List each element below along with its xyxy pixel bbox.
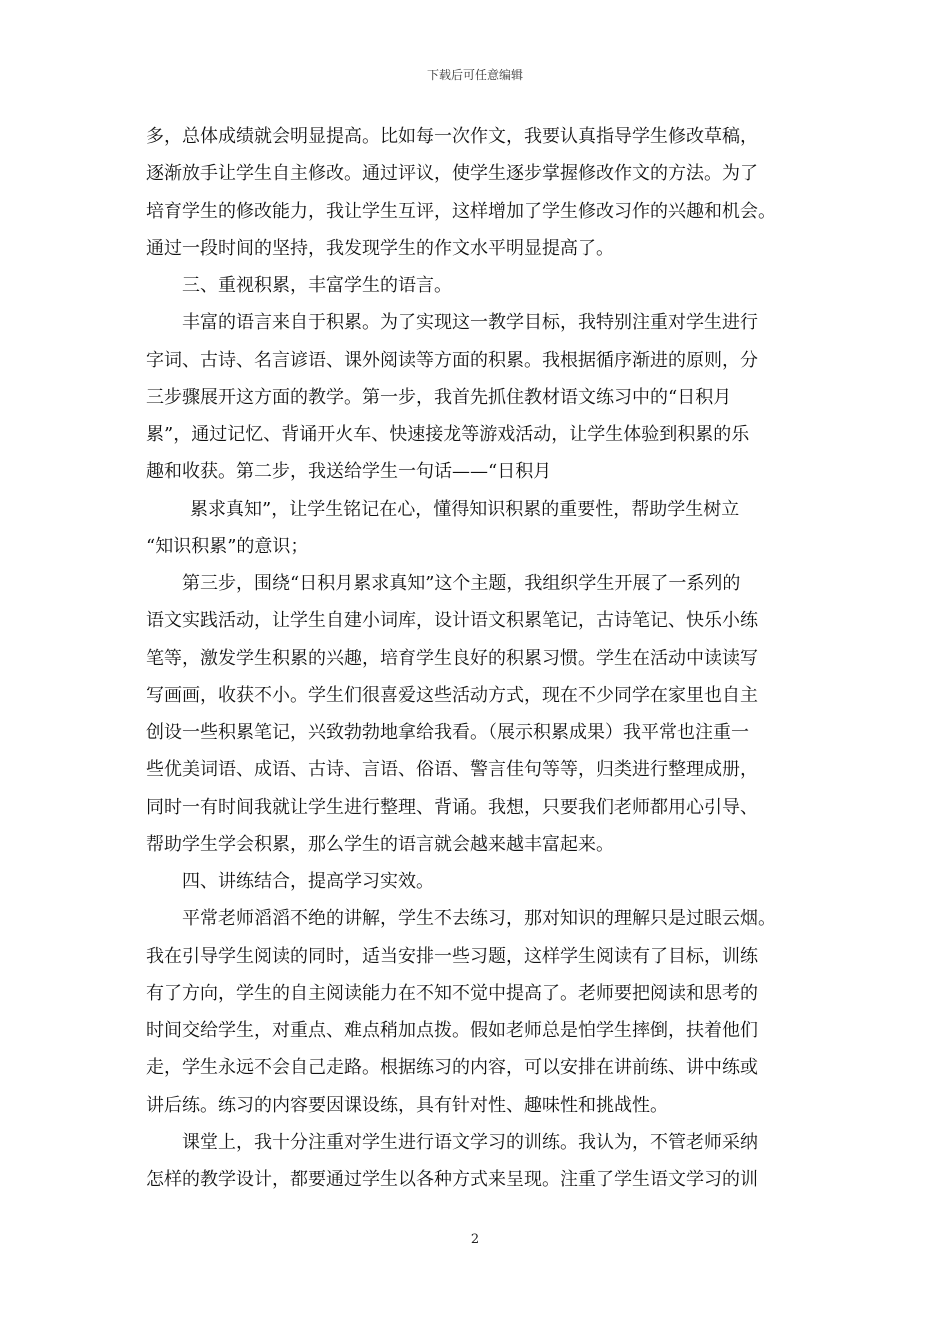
text-line: 累求真知”，让学生铭记在心，懂得知识积累的重要性，帮助学生树立 — [190, 498, 740, 520]
text-line: 怎样的教学设计，都要通过学生以各种方式来呈现。注重了学生语文学习的训 — [146, 1169, 758, 1190]
text-line: 有了方向，学生的自主阅读能力在不知不觉中提高了。老师要把阅读和思考的 — [146, 982, 758, 1004]
text-line: “知识积累”的意识； — [146, 535, 309, 557]
text-line: 第三步，围绕“日积月累求真知”这个主题，我组织学生开展了一系列的 — [182, 573, 741, 594]
text-line: 语文实践活动，让学生自建小词库，设计语文积累笔记，古诗笔记、快乐小练 — [146, 610, 758, 632]
text-line: 笔等，激发学生积累的兴趣，培育学生良好的积累习惯。学生在活动中读读写 — [146, 647, 758, 669]
text-line: 同时一有时间我就让学生进行整理、背诵。我想，只要我们老师都用心引导、 — [146, 796, 758, 818]
text-line: 字词、古诗、名言谚语、课外阅读等方面的积累。我根据循序渐进的原则，分 — [146, 349, 758, 371]
text-line: 三步骤展开这方面的教学。第一步，我首先抓住教材语文练习中的“日积月 — [146, 386, 732, 408]
section-heading: 四、讲练结合，提高学习实效。 — [182, 871, 434, 892]
text-line: 累”，通过记忆、背诵开火车、快速接龙等游戏活动，让学生体验到积累的乐 — [146, 424, 750, 445]
page-header-note: 下载后可任意编辑 — [426, 68, 523, 82]
text-line: 课堂上，我十分注重对学生进行语文学习的训练。我认为，不管老师采纳 — [182, 1131, 758, 1153]
text-line: 些优美词语、成语、古诗、言语、俗语、警言佳句等等，归类进行整理成册， — [146, 759, 758, 781]
section-heading: 三、重视积累，丰富学生的语言。 — [182, 275, 452, 296]
text-line: 时间交给学生，对重点、难点稍加点拨。假如老师总是怕学生摔倒，扶着他们 — [146, 1020, 758, 1041]
text-line: 培育学生的修改能力，我让学生互评，这样增加了学生修改习作的兴趣和机会。 — [146, 200, 776, 222]
text-line: 平常老师滔滔不绝的讲解，学生不去练习，那对知识的理解只是过眼云烟。 — [182, 908, 776, 930]
text-line: 写画画，收获不小。学生们很喜爱这些活动方式，现在不少同学在家里也自主 — [146, 684, 758, 706]
text-line: 逐渐放手让学生自主修改。通过评议，使学生逐步掌握修改作文的方法。为了 — [146, 163, 758, 185]
text-line: 丰富的语言来自于积累。为了实现这一教学目标，我特别注重对学生进行 — [182, 312, 758, 334]
text-line: 多，总体成绩就会明显提高。比如每一次作文，我要认真指导学生修改草稿， — [146, 126, 758, 147]
text-line: 趣和收获。第二步，我送给学生一句话——“日积月 — [146, 461, 552, 483]
text-line: 帮助学生学会积累，那么学生的语言就会越来越丰富起来。 — [146, 833, 614, 855]
text-line: 讲后练。练习的内容要因课设练，具有针对性、趣味性和挑战性。 — [146, 1094, 668, 1116]
text-line: 通过一段时间的坚持，我发现学生的作文水平明显提高了。 — [146, 237, 614, 259]
text-line: 创设一些积累笔记，兴致勃勃地拿给我看。（展示积累成果）我平常也注重一 — [146, 722, 749, 743]
text-line: 我在引导学生阅读的同时，适当安排一些习题，这样学生阅读有了目标，训练 — [146, 945, 758, 967]
text-line: 走，学生永远不会自己走路。根据练习的内容，可以安排在讲前练、讲中练或 — [146, 1057, 758, 1079]
page-number: 2 — [470, 1232, 480, 1247]
document-body — [146, 118, 810, 1198]
